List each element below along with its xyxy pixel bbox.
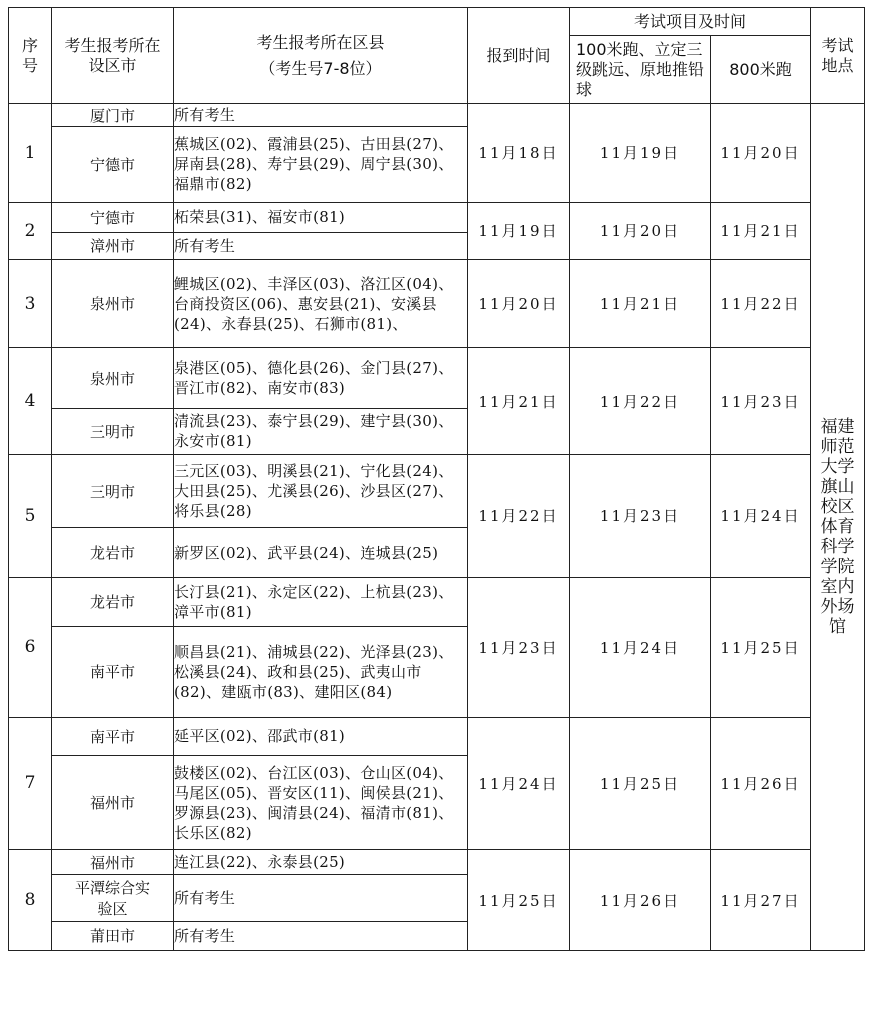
district-cell: 鼓楼区(02)、台江区(03)、仓山区(04)、马尾区(05)、晋安区(11)、闽侯县(21)、罗源县(23)、闽清县(24)、福清市(81)、长乐区(82) [174,755,468,850]
header-seq: 序号 [9,8,52,104]
city-cell: 莆田市 [52,921,174,950]
district-cell: 连江县(22)、永泰县(25) [174,850,468,875]
venue-cell [811,104,865,951]
event-sprint-date-cell: 11月24日 [570,577,711,717]
header-district [174,8,468,104]
row-seq-number: 6 [9,577,52,717]
city-cell: 龙岩市 [52,577,174,626]
city-cell: 龙岩市 [52,528,174,577]
district-cell: 新罗区(02)、武平县(24)、连城县(25) [174,528,468,577]
event-sprint-date-cell: 11月26日 [570,850,711,951]
row-seq-number: 2 [9,202,52,259]
header-district-subtitle: （考生号7-8位） [259,58,382,78]
row-seq-number: 3 [9,259,52,348]
table-row [9,717,865,755]
event-sprint-date-cell: 11月21日 [570,259,711,348]
header-exam-group: 考试项目及时间 [570,8,811,36]
table-row [9,259,865,348]
report-date-cell: 11月20日 [468,259,570,348]
header-report-time: 报到时间 [468,8,570,104]
city-cell: 漳州市 [52,232,174,259]
district-cell: 蕉城区(02)、霞浦县(25)、古田县(27)、屏南县(28)、寿宁县(29)、周宁县(30)、福鼎市(82) [174,127,468,202]
district-cell: 柘荣县(31)、福安市(81) [174,202,468,232]
district-cell: 顺昌县(21)、浦城县(22)、光泽县(23)、松溪县(24)、政和县(25)、武夷山市(82)、建瓯市(83)、建阳区(84) [174,627,468,718]
event-800m-date-cell: 11月22日 [711,259,811,348]
row-seq-number: 1 [9,104,52,203]
header-event-800m: 800米跑 [711,36,811,104]
event-sprint-date-cell: 11月20日 [570,202,711,259]
district-cell: 所有考生 [174,875,468,921]
event-sprint-date-cell: 11月23日 [570,455,711,578]
header-venue: 考试地点 [811,8,865,104]
district-cell: 所有考生 [174,104,468,127]
report-date-cell: 11月24日 [468,717,570,850]
district-cell: 所有考生 [174,232,468,259]
header-event-sprint-jump-shot: 100米跑、立定三级跳远、原地推铅球 [570,36,711,104]
row-seq-number: 8 [9,850,52,951]
table-row [9,455,865,528]
district-cell: 泉港区(05)、德化县(26)、金门县(27)、晋江市(82)、南安市(83) [174,348,468,408]
event-800m-date-cell: 11月27日 [711,850,811,951]
city-cell: 福州市 [52,850,174,875]
row-seq-number: 5 [9,455,52,578]
city-cell: 宁德市 [52,127,174,202]
report-date-cell: 11月19日 [468,202,570,259]
row-seq-number: 7 [9,717,52,850]
event-800m-date-cell: 11月23日 [711,348,811,455]
header-city: 考生报考所在设区市 [52,8,174,104]
district-cell: 延平区(02)、邵武市(81) [174,717,468,755]
event-800m-date-cell: 11月21日 [711,202,811,259]
city-cell: 三明市 [52,408,174,454]
row-seq-number: 4 [9,348,52,455]
table-row [9,202,865,232]
city-cell: 三明市 [52,455,174,528]
city-cell: 宁德市 [52,202,174,232]
city-cell: 南平市 [52,627,174,718]
district-cell: 鲤城区(02)、丰泽区(03)、洛江区(04)、台商投资区(06)、惠安县(21)、安溪县(24)、永春县(25)、石狮市(81)、 [174,259,468,348]
city-cell: 厦门市 [52,104,174,127]
report-date-cell: 11月22日 [468,455,570,578]
city-cell: 泉州市 [52,259,174,348]
district-cell: 长汀县(21)、永定区(22)、上杭县(23)、漳平市(81) [174,577,468,626]
district-cell: 清流县(23)、泰宁县(29)、建宁县(30)、永安市(81) [174,408,468,454]
table-row [9,850,865,875]
city-cell: 南平市 [52,717,174,755]
table-row [9,577,865,626]
table-row [9,104,865,127]
table-row [9,348,865,408]
report-date-cell: 11月23日 [468,577,570,717]
venue-text: 福建师范大学旗山校区体育科学学院室内外场馆 [820,417,855,637]
event-sprint-date-cell: 11月25日 [570,717,711,850]
city-cell: 福州市 [52,755,174,850]
exam-schedule-table [8,7,865,951]
event-800m-date-cell: 11月24日 [711,455,811,578]
district-cell: 三元区(03)、明溪县(21)、宁化县(24)、大田县(25)、尤溪县(26)、沙县区(27)、将乐县(28) [174,455,468,528]
report-date-cell: 11月18日 [468,104,570,203]
report-date-cell: 11月21日 [468,348,570,455]
event-800m-date-cell: 11月25日 [711,577,811,717]
city-cell: 平潭综合实验区 [52,875,174,921]
district-cell: 所有考生 [174,921,468,950]
event-800m-date-cell: 11月20日 [711,104,811,203]
event-sprint-date-cell: 11月22日 [570,348,711,455]
city-cell: 泉州市 [52,348,174,408]
event-sprint-date-cell: 11月19日 [570,104,711,203]
event-800m-date-cell: 11月26日 [711,717,811,850]
report-date-cell: 11月25日 [468,850,570,951]
header-district-title: 考生报考所在区县 [256,32,385,52]
